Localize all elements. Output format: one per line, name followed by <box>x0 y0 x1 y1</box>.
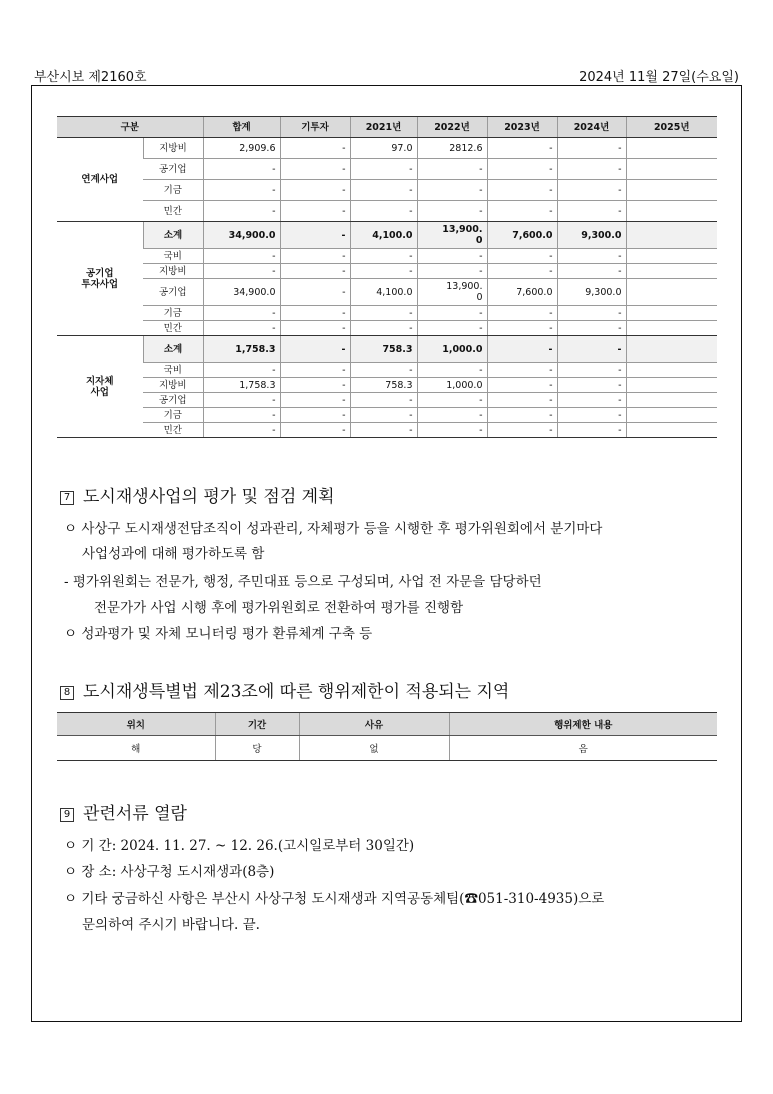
budget-cell: 7,600.0 <box>487 222 557 249</box>
s7-line-4: 전문가가 사업 시행 후에 평가위원회로 전환하여 평가를 진행함 <box>94 600 464 616</box>
budget-cell: - <box>487 363 557 378</box>
s9-line-4: 문의하여 주시기 바랍니다. 끝. <box>82 917 260 933</box>
budget-col-header: 2021년 <box>350 117 417 138</box>
budget-cell <box>626 321 717 336</box>
budget-row-label: 기금 <box>143 408 203 423</box>
budget-cell <box>626 393 717 408</box>
header-date: 2024년 11월 27일(수요일) <box>579 70 739 85</box>
budget-cell: - <box>203 159 280 180</box>
s9-line-1: ㅇ 기 간: 2024. 11. 27. ~ 12. 26.(고시일로부터 30일간) <box>64 838 415 854</box>
budget-cell <box>626 306 717 321</box>
budget-row <box>57 138 717 159</box>
budget-cell: - <box>350 201 417 222</box>
budget-row-label: 지방비 <box>143 378 203 393</box>
budget-cell: - <box>280 306 350 321</box>
budget-cell: - <box>203 201 280 222</box>
budget-cell: - <box>557 180 626 201</box>
budget-cell <box>626 138 717 159</box>
budget-group-label: 지자체 사업 <box>57 336 143 438</box>
budget-row-label: 소계 <box>143 336 203 363</box>
budget-cell: - <box>487 138 557 159</box>
budget-cell: 758.3 <box>350 336 417 363</box>
budget-cell: - <box>557 249 626 264</box>
budget-row-label: 기금 <box>143 306 203 321</box>
budget-cell: 7,600.0 <box>487 279 557 306</box>
budget-cell: - <box>417 249 487 264</box>
budget-cell: - <box>557 138 626 159</box>
budget-cell <box>626 336 717 363</box>
section-7-title: 도시재생사업의 평가 및 점검 계획 <box>83 487 335 507</box>
budget-row <box>57 180 717 201</box>
budget-cell: - <box>487 321 557 336</box>
section-number-badge: 8 <box>60 686 74 700</box>
cell-period: 당 <box>215 736 299 761</box>
budget-cell: - <box>350 306 417 321</box>
budget-cell: - <box>417 159 487 180</box>
budget-col-header: 2022년 <box>417 117 487 138</box>
budget-cell: - <box>280 201 350 222</box>
budget-cell <box>626 180 717 201</box>
budget-cell: 9,300.0 <box>557 279 626 306</box>
budget-cell: - <box>557 423 626 438</box>
section-8-title: 도시재생특별법 제23조에 따른 행위제한이 적용되는 지역 <box>83 682 510 702</box>
section-9-heading <box>60 799 187 824</box>
budget-cell: - <box>557 336 626 363</box>
budget-row <box>57 423 717 438</box>
budget-cell: 34,900.0 <box>203 222 280 249</box>
budget-row <box>57 321 717 336</box>
budget-cell: - <box>203 423 280 438</box>
budget-cell: 97.0 <box>350 138 417 159</box>
budget-cell: - <box>203 393 280 408</box>
budget-cell: - <box>280 393 350 408</box>
s9-line-2: ㅇ 장 소: 사상구청 도시재생과(8층) <box>64 864 275 880</box>
s9-line-3: ㅇ 기타 궁금하신 사항은 부산시 사상구청 도시재생과 지역공동체팀(☎051-310-4935)으로 <box>64 891 605 907</box>
budget-cell: - <box>487 249 557 264</box>
budget-group-label: 공기업 투자사업 <box>57 222 143 336</box>
budget-row-label: 지방비 <box>143 138 203 159</box>
budget-cell: - <box>557 264 626 279</box>
budget-cell: - <box>280 180 350 201</box>
budget-cell: - <box>557 378 626 393</box>
budget-row-label: 지방비 <box>143 264 203 279</box>
budget-cell: - <box>417 180 487 201</box>
s7-line-1: ㅇ 사상구 도시재생전담조직이 성과관리, 자체평가 등을 시행한 후 평가위원회에서 분기마다 <box>64 521 603 537</box>
budget-row-label: 민간 <box>143 423 203 438</box>
budget-cell: - <box>350 423 417 438</box>
section-7-heading <box>60 482 335 507</box>
budget-cell: - <box>557 321 626 336</box>
budget-cell: 1,758.3 <box>203 378 280 393</box>
budget-cell: - <box>280 408 350 423</box>
budget-cell <box>626 264 717 279</box>
budget-cell: - <box>557 159 626 180</box>
budget-cell: - <box>487 336 557 363</box>
budget-cell: - <box>280 279 350 306</box>
budget-cell: 4,100.0 <box>350 222 417 249</box>
budget-cell: - <box>350 393 417 408</box>
budget-cell: - <box>417 393 487 408</box>
budget-row-label: 국비 <box>143 249 203 264</box>
budget-cell: - <box>203 264 280 279</box>
budget-cell: 2812.6 <box>417 138 487 159</box>
budget-cell: 13,900. 0 <box>417 279 487 306</box>
budget-row <box>57 378 717 393</box>
budget-cell: 13,900. 0 <box>417 222 487 249</box>
budget-cell: - <box>203 249 280 264</box>
budget-cell: 9,300.0 <box>557 222 626 249</box>
restriction-table <box>57 712 717 761</box>
budget-cell: 1,758.3 <box>203 336 280 363</box>
cell-reason: 없 <box>299 736 449 761</box>
budget-row-label: 소계 <box>143 222 203 249</box>
budget-cell: - <box>557 393 626 408</box>
budget-cell: - <box>350 180 417 201</box>
budget-cell: - <box>203 363 280 378</box>
budget-col-header: 2023년 <box>487 117 557 138</box>
budget-row <box>57 201 717 222</box>
col-period: 기간 <box>215 713 299 736</box>
budget-cell: - <box>417 201 487 222</box>
budget-cell: - <box>417 321 487 336</box>
budget-cell: - <box>203 408 280 423</box>
budget-cell: - <box>487 201 557 222</box>
budget-cell <box>626 222 717 249</box>
budget-cell: - <box>417 264 487 279</box>
budget-cell: - <box>280 378 350 393</box>
budget-cell: 758.3 <box>350 378 417 393</box>
budget-cell: - <box>487 393 557 408</box>
budget-row <box>57 264 717 279</box>
budget-cell: - <box>487 378 557 393</box>
budget-cell: - <box>557 363 626 378</box>
budget-table <box>57 116 717 438</box>
budget-cell: - <box>417 408 487 423</box>
budget-row <box>57 408 717 423</box>
budget-cell <box>626 363 717 378</box>
budget-subtotal-row <box>57 222 717 249</box>
budget-cell: - <box>417 363 487 378</box>
budget-row-label: 공기업 <box>143 393 203 408</box>
cell-restriction: 음 <box>449 736 717 761</box>
budget-cell <box>626 279 717 306</box>
budget-cell: 4,100.0 <box>350 279 417 306</box>
budget-cell <box>626 408 717 423</box>
budget-col-header: 2024년 <box>557 117 626 138</box>
budget-cell: - <box>280 249 350 264</box>
budget-col-header: 기투자 <box>280 117 350 138</box>
budget-group-label: 연계사업 <box>57 138 143 222</box>
budget-cell: - <box>487 408 557 423</box>
budget-cell <box>626 201 717 222</box>
budget-row-label: 공기업 <box>143 159 203 180</box>
budget-cell: - <box>280 363 350 378</box>
budget-cell: - <box>417 306 487 321</box>
budget-row-label: 기금 <box>143 180 203 201</box>
section-8-heading <box>60 677 509 702</box>
budget-cell: 1,000.0 <box>417 336 487 363</box>
budget-cell: 1,000.0 <box>417 378 487 393</box>
budget-cell: - <box>557 306 626 321</box>
col-reason: 사유 <box>299 713 449 736</box>
budget-cell: - <box>487 423 557 438</box>
budget-row-label: 공기업 <box>143 279 203 306</box>
budget-cell: 34,900.0 <box>203 279 280 306</box>
budget-cell: - <box>350 249 417 264</box>
s7-line-2: 사업성과에 대해 평가하도록 함 <box>82 546 265 562</box>
budget-cell <box>626 423 717 438</box>
budget-cell: - <box>280 423 350 438</box>
budget-cell: - <box>350 321 417 336</box>
budget-cell: - <box>280 222 350 249</box>
budget-row <box>57 393 717 408</box>
budget-cell: 2,909.6 <box>203 138 280 159</box>
budget-col-header: 구분 <box>57 117 203 138</box>
section-number-badge: 7 <box>60 491 74 505</box>
budget-row-label: 민간 <box>143 201 203 222</box>
budget-cell <box>626 159 717 180</box>
budget-col-header: 2025년 <box>626 117 717 138</box>
section-number-badge: 9 <box>60 808 74 822</box>
budget-row <box>57 306 717 321</box>
budget-cell: - <box>557 408 626 423</box>
budget-row <box>57 363 717 378</box>
budget-cell: - <box>487 159 557 180</box>
budget-cell: - <box>487 180 557 201</box>
budget-cell: - <box>280 264 350 279</box>
budget-cell: - <box>203 321 280 336</box>
col-location: 위치 <box>57 713 215 736</box>
budget-cell: - <box>417 423 487 438</box>
budget-cell: - <box>557 201 626 222</box>
budget-cell: - <box>350 363 417 378</box>
budget-cell: - <box>350 264 417 279</box>
budget-cell: - <box>487 306 557 321</box>
budget-cell: - <box>280 321 350 336</box>
budget-cell: - <box>350 159 417 180</box>
cell-location: 해 <box>57 736 215 761</box>
budget-cell: - <box>280 159 350 180</box>
s7-line-3: - 평가위원회는 전문가, 행정, 주민대표 등으로 구성되며, 사업 전 자문을 담당하던 <box>64 574 542 590</box>
budget-cell: - <box>280 336 350 363</box>
budget-cell: - <box>280 138 350 159</box>
budget-row-label: 민간 <box>143 321 203 336</box>
budget-cell: - <box>203 180 280 201</box>
section-9-title: 관련서류 열람 <box>83 804 187 824</box>
budget-subtotal-row <box>57 336 717 363</box>
budget-cell: - <box>350 408 417 423</box>
budget-row <box>57 249 717 264</box>
budget-cell <box>626 378 717 393</box>
budget-row <box>57 159 717 180</box>
header-issue: 부산시보 제2160호 <box>34 70 147 85</box>
budget-col-header: 합계 <box>203 117 280 138</box>
budget-row <box>57 279 717 306</box>
s7-line-5: ㅇ 성과평가 및 자체 모니터링 평가 환류체계 구축 등 <box>64 626 373 642</box>
budget-cell: - <box>487 264 557 279</box>
budget-cell <box>626 249 717 264</box>
budget-row-label: 국비 <box>143 363 203 378</box>
col-restriction: 행위제한 내용 <box>449 713 717 736</box>
budget-cell: - <box>203 306 280 321</box>
